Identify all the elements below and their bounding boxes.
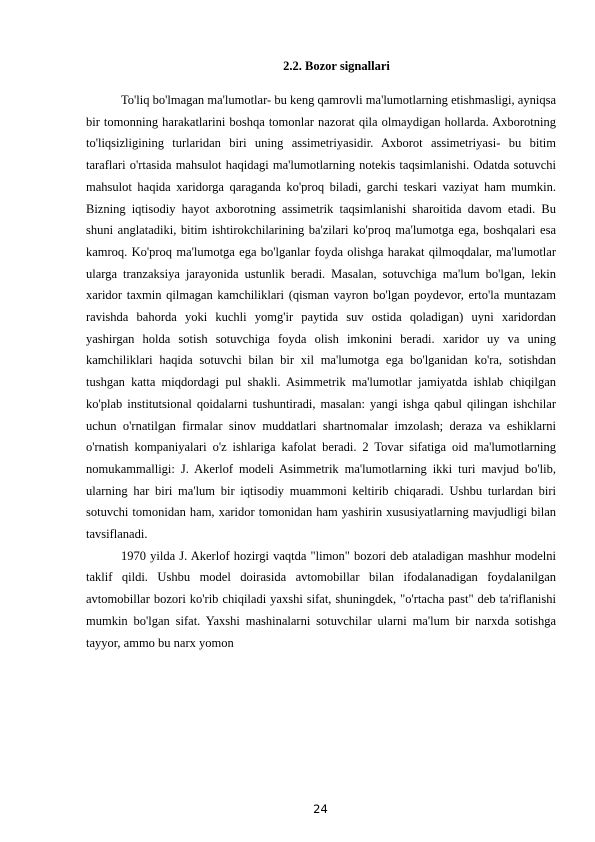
section-title: 2.2. Bozor signallari [283, 59, 390, 73]
paragraph: 1970 yilda J. Akerlof hozirgi vaqtda "limon" bozori deb ataladigan mashhur modelni taklif qildi. Ushbu model doirasida avtomobillar bilan ifodalanadigan foydalanilgan avtomobillar bozori ko'rib chiqiladi yaxshi sifat, shuningdek, "o'rtacha past" deb ta'riflanishi mumkin bo'lgan sifat. Yaxshi mashinalarni sotuvchilar ularni ma'lum bir narxda sotishga tayyor, ammo bu narx yomon [86, 548, 556, 650]
page-number: 24 [313, 802, 328, 816]
paragraph: To'liq bo'lmagan ma'lumotlar- bu keng qamrovli ma'lumotlarning etishmasligi, ayniqsa bir tomonning harakatlarini boshqa tomonlar nazorat qila olmaydigan hollarda. Axborotning to'liqsizligining turlaridan biri uning assimetriyasidir. Axborot assimetriyasi- bu bitim taraflari o'rtasida mahsulot haqidagi ma'lumotlarning notekis taqsimlanishi. Odatda sotuvchi mahsulot haqida xaridorga qaraganda ko'proq biladi, garchi teskari vaziyat ham mumkin. Bizning iqtisodiy hayot axborotning assimetrik taqsimlanishi sharoitida davom etadi. Bu shuni anglatadiki, bitim ishtirokchilarining ba'zilari ko'proq ma'lumotga ega, boshqalari esa kamroq. Ko'proq ma'lumotga ega bo'lganlar foyda olishga harakat qilmoqdalar, ma'lumotlar ularga tranzaksiya jarayonida ustunlik beradi. Masalan, sotuvchiga ma'lum bo'lgan, lekin xaridor taxmin qilmagan kamchiliklari (qisman vayron bo'lgan poydevor, erto'la muntazam ravishda bahorda yoki kuchli yomg'ir paytida suv ostida qoladigan) uyni xaridordan yashirgan holda sotish sotuvchiga foyda olish imkonini beradi. xaridor uy va uning kamchiliklari haqida sotuvchi bilan bir xil ma'lumotga ega bo'lganidan ko'ra, sotishdan tushgan katta miqdordagi pul shakli. Asimmetrik ma'lumotlar jamiyatda ishlab chiqilgan ko'plab institutsional qoidalarni tushuntiradi, masalan: yangi ishga qabul qilingan ishchilar uchun o'rnatilgan firmalar sinov muddatlari shartnomalar imzolash; deraza va eshiklarni o'rnatish kompaniyalari o'z ishlariga kafolat beradi. 2 Tovar sifatiga oid ma'lumotlarning nomukammalligi: J. Akerlof modeli Asimmetrik ma'lumotlarning ikki turi mavjud bo'lib, ularning har biri ma'lum bir iqtisodiy muammoni keltirib chiqaradi. Ushbu turlardan biri sotuvchi tomonidan ham, xaridor tomonidan ham yashirin xususiyatlarning mavjudligi bilan tavsiflanadi. [86, 93, 556, 542]
body-text [86, 90, 556, 654]
